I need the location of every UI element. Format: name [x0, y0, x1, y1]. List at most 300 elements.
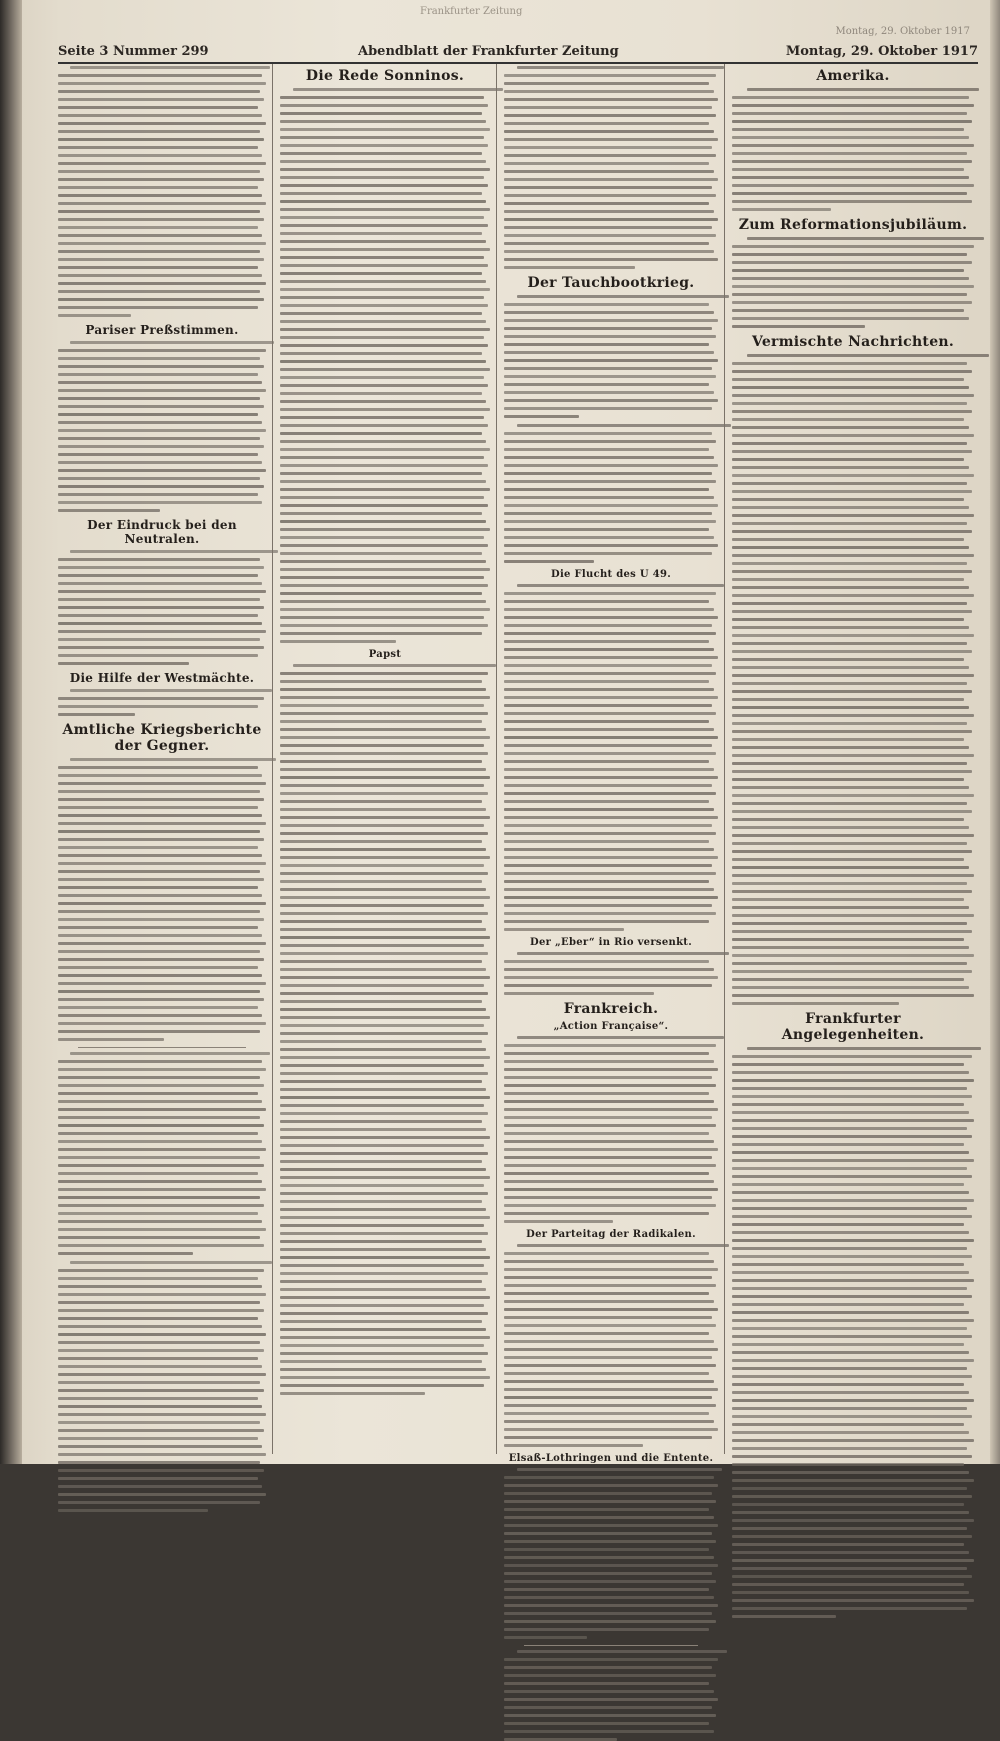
article-body — [504, 1244, 718, 1447]
text-line — [504, 736, 718, 739]
text-line — [504, 552, 712, 555]
text-line — [280, 600, 486, 603]
text-line — [732, 1351, 969, 1354]
text-line — [280, 688, 486, 691]
text-line — [732, 1399, 974, 1402]
text-line — [58, 1365, 262, 1368]
text-line — [58, 878, 264, 881]
text-line — [504, 1372, 709, 1375]
text-line — [58, 1236, 260, 1239]
text-line — [58, 154, 262, 157]
text-line — [504, 154, 716, 157]
masthead: Abendblatt der Frankfurter Zeitung — [358, 44, 619, 59]
text-line — [732, 112, 967, 115]
text-line — [280, 1192, 488, 1195]
text-line — [58, 774, 262, 777]
text-line — [280, 192, 482, 195]
text-line — [732, 882, 967, 885]
article-heading: Frankreich. — [563, 1001, 659, 1017]
text-line — [732, 490, 972, 493]
text-line — [58, 429, 266, 432]
text-line — [280, 408, 490, 411]
text-line — [504, 1060, 714, 1063]
text-line — [732, 168, 964, 171]
article-body — [58, 1261, 266, 1512]
text-line — [504, 367, 712, 370]
text-line — [280, 712, 488, 715]
text-line — [732, 482, 967, 485]
text-line — [280, 248, 490, 251]
text-line — [280, 312, 482, 315]
text-line — [504, 432, 712, 435]
text-line — [280, 432, 482, 435]
text-line — [58, 838, 264, 841]
text-line — [504, 760, 709, 763]
text-line — [280, 232, 482, 235]
text-line — [58, 306, 258, 309]
text-line — [58, 846, 258, 849]
text-line — [58, 958, 264, 961]
text-line — [732, 418, 964, 421]
text-line — [504, 1116, 712, 1119]
text-line — [504, 1444, 643, 1447]
text-line — [732, 1495, 972, 1498]
text-line — [732, 1303, 964, 1306]
text-line — [732, 930, 972, 933]
text-line — [58, 469, 266, 472]
text-line — [280, 1248, 486, 1251]
article-body — [504, 1650, 718, 1741]
text-line — [58, 210, 260, 213]
text-line — [732, 208, 831, 211]
text-line — [58, 1006, 258, 1009]
text-line — [504, 960, 709, 963]
text-line — [504, 544, 718, 547]
text-line — [504, 1698, 718, 1701]
text-line — [732, 498, 964, 501]
text-line — [732, 570, 972, 573]
text-line — [58, 74, 262, 77]
text-line — [504, 1380, 714, 1383]
text-line — [280, 856, 490, 859]
text-line — [58, 1212, 258, 1215]
text-line — [732, 474, 974, 477]
text-line — [504, 1516, 714, 1519]
text-line — [58, 654, 258, 657]
text-line — [504, 1100, 714, 1103]
text-line — [58, 1461, 260, 1464]
article-body — [504, 66, 718, 269]
text-line — [504, 383, 709, 386]
text-line — [280, 912, 488, 915]
text-line — [58, 638, 260, 641]
text-line — [58, 1373, 266, 1376]
text-line — [280, 400, 486, 403]
text-line — [58, 266, 258, 269]
text-line — [280, 1048, 486, 1051]
text-line — [732, 128, 964, 131]
text-line — [504, 1484, 718, 1487]
text-line — [732, 1415, 972, 1418]
text-line — [58, 1493, 266, 1496]
text-line — [504, 464, 718, 467]
text-line — [732, 1327, 967, 1330]
text-line — [280, 1240, 482, 1243]
text-line — [280, 632, 482, 635]
text-line — [732, 1471, 969, 1474]
text-line — [732, 176, 969, 179]
text-line — [58, 461, 262, 464]
text-line — [58, 766, 258, 769]
text-line — [504, 1108, 718, 1111]
text-line — [732, 682, 967, 685]
text-line — [504, 528, 709, 531]
text-line — [58, 1453, 266, 1456]
text-line — [280, 728, 486, 731]
text-line — [732, 1111, 969, 1114]
text-line — [280, 320, 486, 323]
text-line — [504, 1332, 709, 1335]
text-line — [732, 986, 969, 989]
article-heading: Der Eindruck bei den Neutralen. — [87, 518, 237, 546]
text-line — [58, 413, 258, 416]
text-line — [504, 1588, 709, 1591]
text-line — [58, 106, 258, 109]
text-line — [504, 608, 714, 611]
text-line — [280, 528, 490, 531]
text-line — [280, 1184, 484, 1187]
text-line — [280, 288, 490, 291]
text-line — [58, 170, 260, 173]
text-line — [732, 1559, 974, 1562]
binding-spine — [0, 0, 22, 1464]
text-line — [504, 1188, 718, 1191]
text-line — [732, 946, 969, 949]
text-line — [504, 672, 716, 675]
text-line — [58, 1477, 258, 1480]
text-line — [280, 1312, 488, 1315]
text-line — [732, 1143, 964, 1146]
text-line — [280, 456, 484, 459]
text-line — [732, 706, 969, 709]
text-line — [732, 285, 974, 288]
text-line — [504, 343, 709, 346]
text-line — [504, 1260, 714, 1263]
text-line — [280, 1040, 482, 1043]
text-line — [504, 1620, 716, 1623]
text-line — [517, 1650, 727, 1653]
text-line — [280, 304, 488, 307]
text-line — [732, 1255, 972, 1258]
text-line — [732, 1591, 969, 1594]
text-line — [732, 200, 972, 203]
text-line — [58, 202, 266, 205]
text-line — [732, 1463, 964, 1466]
text-line — [58, 982, 266, 985]
text-line — [732, 1127, 967, 1130]
text-line — [504, 391, 714, 394]
text-line — [732, 1167, 967, 1170]
text-line — [280, 392, 482, 395]
text-line — [280, 624, 488, 627]
text-line — [732, 786, 969, 789]
text-line — [58, 274, 262, 277]
text-line — [280, 888, 486, 891]
text-line — [732, 546, 969, 549]
text-line — [58, 990, 260, 993]
text-line — [504, 1476, 714, 1479]
text-line — [504, 1388, 718, 1391]
text-line — [732, 762, 967, 765]
text-line — [732, 434, 974, 437]
text-line — [504, 311, 714, 314]
text-line — [280, 976, 490, 979]
text-line — [280, 1104, 484, 1107]
text-line — [58, 138, 264, 141]
text-line — [504, 624, 712, 627]
text-line — [58, 373, 258, 376]
text-line — [504, 856, 718, 859]
text-line — [504, 824, 712, 827]
text-line — [70, 1052, 270, 1055]
text-line — [732, 778, 964, 781]
text-line — [280, 184, 488, 187]
text-line — [58, 574, 258, 577]
text-line — [732, 514, 974, 517]
text-line — [504, 592, 716, 595]
text-line — [280, 984, 484, 987]
text-line — [58, 598, 260, 601]
text-line — [504, 1658, 718, 1661]
text-line — [280, 144, 488, 147]
page-number: Seite 3 Nummer 299 — [58, 44, 209, 59]
text-line — [280, 416, 484, 419]
text-line — [58, 282, 266, 285]
text-line — [517, 1468, 722, 1471]
text-line — [58, 234, 262, 237]
text-line — [280, 1136, 490, 1139]
text-line — [504, 784, 712, 787]
text-line — [732, 922, 967, 925]
text-line — [280, 816, 490, 819]
text-line — [504, 162, 709, 165]
text-line — [280, 792, 488, 795]
text-line — [504, 130, 714, 133]
text-line — [280, 1216, 490, 1219]
text-line — [504, 303, 709, 306]
text-line — [58, 1445, 262, 1448]
text-line — [58, 437, 260, 440]
text-line — [504, 864, 712, 867]
text-line — [504, 1140, 714, 1143]
text-line — [280, 672, 488, 675]
text-line — [280, 992, 488, 995]
text-line — [732, 1479, 974, 1482]
text-line — [280, 440, 486, 443]
text-line — [732, 1535, 972, 1538]
text-line — [280, 272, 482, 275]
text-line — [280, 1128, 486, 1131]
text-line — [732, 1383, 964, 1386]
text-line — [504, 1674, 716, 1677]
text-line — [58, 365, 264, 368]
text-line — [280, 928, 486, 931]
text-line — [732, 269, 964, 272]
column-1 — [58, 64, 266, 1454]
text-line — [58, 950, 260, 953]
text-line — [280, 1288, 486, 1291]
text-line — [732, 1343, 964, 1346]
text-line — [504, 1548, 709, 1551]
text-line — [504, 1148, 718, 1151]
text-line — [732, 386, 969, 389]
text-line — [504, 992, 654, 995]
text-line — [504, 1076, 712, 1079]
text-line — [504, 266, 635, 269]
text-line — [58, 90, 260, 93]
text-line — [732, 634, 974, 637]
text-line — [58, 662, 189, 665]
text-line — [280, 848, 486, 851]
text-line — [732, 261, 972, 264]
text-line — [58, 381, 262, 384]
text-line — [58, 974, 262, 977]
text-line — [58, 590, 266, 593]
text-line — [58, 614, 258, 617]
text-line — [58, 389, 266, 392]
text-line — [280, 1344, 484, 1347]
article-body — [58, 550, 266, 665]
text-line — [732, 1519, 974, 1522]
text-line — [58, 854, 262, 857]
text-line — [58, 806, 258, 809]
text-line — [280, 256, 484, 259]
text-line — [504, 1068, 718, 1071]
text-line — [58, 622, 262, 625]
text-line — [58, 1437, 258, 1440]
text-line — [732, 698, 964, 701]
text-line — [732, 1551, 969, 1554]
text-line — [504, 218, 718, 221]
text-line — [58, 1180, 262, 1183]
text-line — [70, 550, 278, 553]
text-line — [504, 648, 714, 651]
text-line — [732, 834, 974, 837]
text-line — [504, 1220, 613, 1223]
text-line — [504, 968, 714, 971]
text-line — [58, 509, 160, 512]
text-line — [280, 1120, 482, 1123]
text-line — [732, 1103, 964, 1106]
text-line — [280, 152, 482, 155]
article-body — [504, 952, 718, 995]
text-line — [517, 952, 729, 955]
text-line — [504, 1268, 718, 1271]
article-body — [280, 88, 490, 643]
text-line — [58, 1196, 260, 1199]
text-line — [280, 240, 486, 243]
text-line — [58, 1108, 266, 1111]
text-line — [732, 1223, 964, 1226]
text-line — [58, 1429, 264, 1432]
text-line — [280, 464, 488, 467]
text-line — [280, 224, 488, 227]
text-line — [504, 1628, 709, 1631]
text-line — [280, 832, 488, 835]
text-line — [58, 397, 260, 400]
text-line — [504, 1340, 714, 1343]
text-line — [58, 122, 266, 125]
text-line — [504, 186, 712, 189]
text-line — [504, 1204, 716, 1207]
text-line — [58, 477, 260, 480]
text-line — [280, 808, 486, 811]
text-line — [58, 1164, 264, 1167]
text-line — [504, 912, 716, 915]
text-line — [280, 1384, 484, 1387]
text-line — [58, 862, 266, 865]
article-body — [58, 1052, 266, 1255]
text-line — [280, 1168, 486, 1171]
text-line — [58, 1228, 266, 1231]
text-line — [280, 1328, 486, 1331]
text-line — [504, 1212, 709, 1215]
text-line — [504, 1612, 712, 1615]
text-line — [504, 688, 714, 691]
text-line — [504, 920, 709, 923]
text-line — [58, 1092, 258, 1095]
text-line — [58, 705, 258, 708]
article-heading: Elsaß-Lothringen und die Entente. — [508, 1453, 714, 1464]
text-line — [504, 1580, 716, 1583]
text-line — [58, 1014, 262, 1017]
text-line — [504, 1052, 709, 1055]
text-line — [58, 910, 260, 913]
text-line — [58, 713, 135, 716]
text-line — [58, 1309, 264, 1312]
text-line — [280, 1064, 484, 1067]
text-line — [504, 640, 709, 643]
text-line — [280, 704, 484, 707]
text-line — [732, 586, 969, 589]
text-line — [58, 1397, 258, 1400]
text-line — [732, 642, 967, 645]
text-line — [280, 880, 482, 883]
text-line — [58, 1349, 264, 1352]
text-line — [280, 120, 486, 123]
column-rule — [724, 64, 725, 1454]
text-line — [504, 1412, 709, 1415]
text-line — [58, 290, 260, 293]
text-line — [504, 1164, 716, 1167]
text-line — [58, 606, 264, 609]
text-line — [732, 293, 967, 296]
text-line — [58, 82, 266, 85]
text-line — [732, 277, 969, 280]
text-line — [504, 616, 718, 619]
text-line — [504, 656, 718, 659]
text-line — [58, 445, 264, 448]
text-line — [280, 1392, 425, 1395]
text-line — [732, 1335, 972, 1338]
text-line — [732, 602, 967, 605]
text-line — [504, 1276, 712, 1279]
text-line — [732, 1079, 974, 1082]
text-line — [732, 842, 967, 845]
text-line — [280, 824, 484, 827]
text-line — [732, 562, 967, 565]
article-heading: Die Hilfe der Westmächte. — [69, 671, 255, 685]
